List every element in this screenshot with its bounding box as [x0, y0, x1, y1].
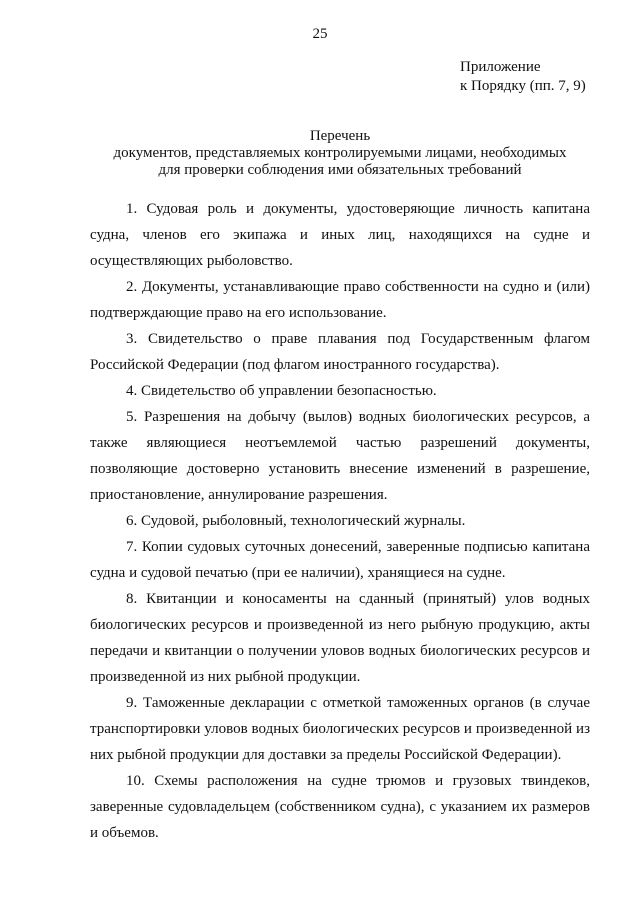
list-item: 7. Копии судовых суточных донесений, заверенные подписью капитана судна и судовой печатью (при ее наличии), хранящиеся на судне.	[90, 539, 590, 581]
appendix-line-2: к Порядку (пп. 7, 9)	[460, 78, 586, 94]
list-item: 9. Таможенные декларации с отметкой таможенных органов (в случае транспортировки уловов водных биологических ресурсов и произведенной из них рыбной продукции для доставки за пределы Российской Федерации).	[90, 695, 590, 763]
list-item: 8. Квитанции и коносаменты на сданный (принятый) улов водных биологических ресурсов и произведенной из него рыбную продукцию, акты передачи и квитанции о получении уловов водных биологических ресурсов и произведенной из них рыбной продукции.	[90, 591, 590, 685]
heading-subtitle-line-1: документов, представляемых контролируемыми лицами, необходимых	[113, 145, 567, 161]
list-item: 2. Документы, устанавливающие право собственности на судно и (или) подтверждающие право на его использование.	[90, 279, 590, 321]
list-item: 1. Судовая роль и документы, удостоверяющие личность капитана судна, членов его экипажа и иных лиц, находящихся на судне и осуществляющих рыболовство.	[90, 201, 590, 269]
list-item: 6. Судовой, рыболовный, технологический журналы.	[126, 513, 466, 529]
list-item: 4. Свидетельство об управлении безопасностью.	[126, 383, 437, 399]
appendix-note	[460, 58, 630, 96]
list-item: 5. Разрешения на добычу (вылов) водных биологических ресурсов, а также являющиеся неотъемлемой частью разрешений документы, позволяющие достоверно установить внесение изменений в разрешение, приостановление, аннулирование разрешения.	[90, 409, 590, 503]
page-number: 25	[312, 26, 328, 42]
heading-subtitle-line-2: для проверки соблюдения ими обязательных требований	[158, 162, 522, 178]
document-list	[90, 196, 590, 846]
list-item: 3. Свидетельство о праве плавания под Государственным флагом Российской Федерации (под флагом иностранного государства).	[90, 331, 590, 373]
heading-title: Перечень	[309, 128, 371, 144]
list-item: 10. Схемы расположения на судне трюмов и грузовых твиндеков, заверенные судовладельцем (собственником судна), с указанием их размеров и объемов.	[90, 773, 590, 841]
appendix-line-1: Приложение	[460, 59, 541, 75]
document-heading	[60, 128, 620, 179]
